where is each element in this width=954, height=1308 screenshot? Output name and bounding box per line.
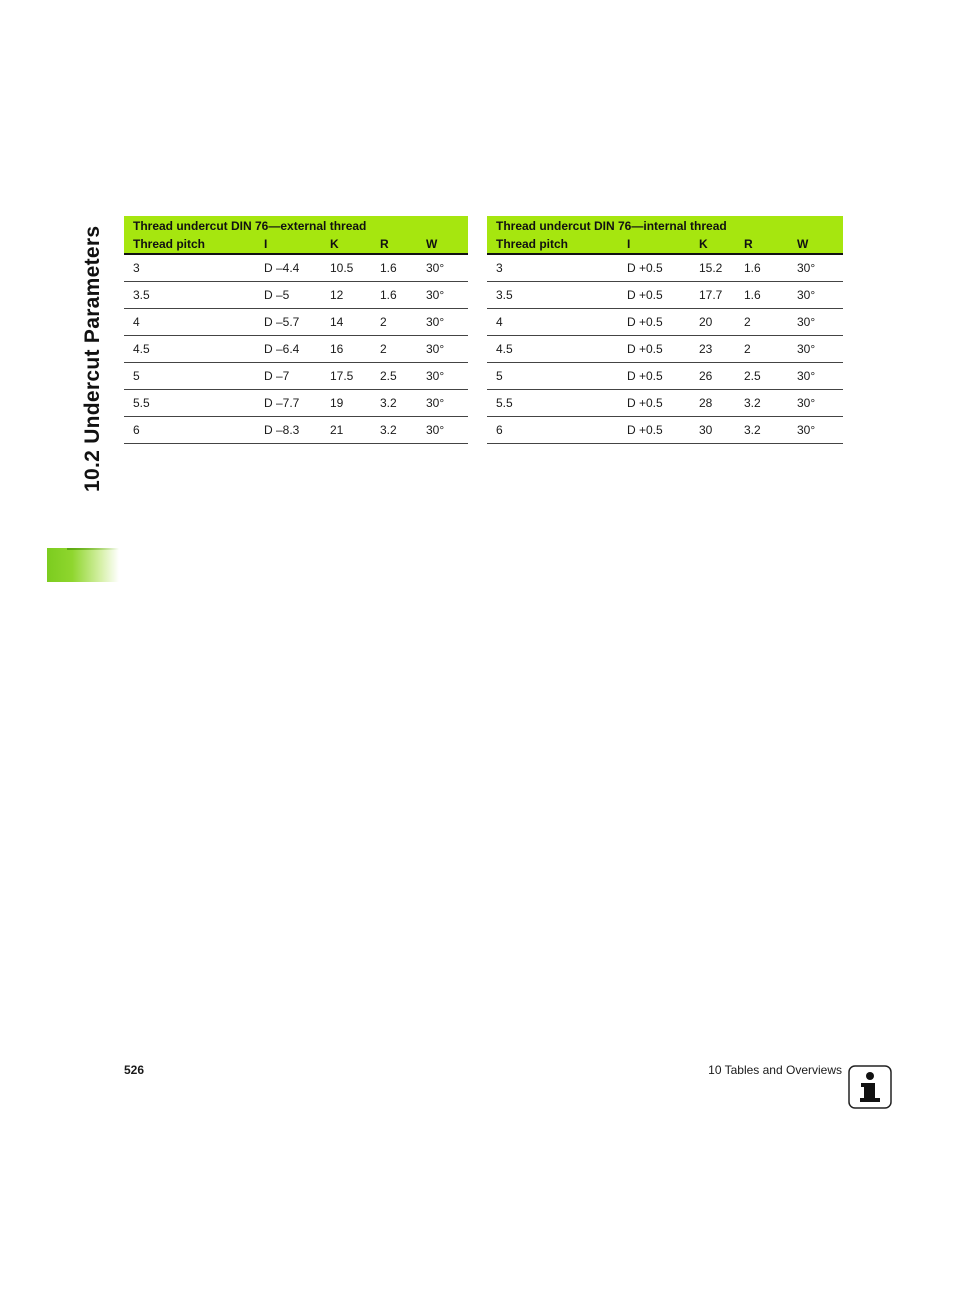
table-cell: 30° (788, 363, 843, 390)
table-cell: D –7 (255, 363, 321, 390)
table-row (124, 336, 468, 363)
table-row (124, 254, 468, 282)
internal-thread-table (487, 216, 843, 444)
table-cell: 4 (487, 309, 618, 336)
table-cell: D +0.5 (618, 336, 690, 363)
chapter-title: 10 Tables and Overviews (708, 1063, 842, 1077)
table-cell: 1.6 (371, 282, 417, 309)
table-cell: 14 (321, 309, 371, 336)
table-cell: 26 (690, 363, 735, 390)
page-number: 526 (124, 1063, 145, 1077)
table-row (124, 417, 468, 444)
table-cell: 30° (417, 254, 468, 282)
table-cell: 15.2 (690, 254, 735, 282)
table-cell: D +0.5 (618, 309, 690, 336)
table-cell: 30° (417, 309, 468, 336)
table-row (124, 390, 468, 417)
table-cell: 4.5 (487, 336, 618, 363)
table-cell: 1.6 (371, 254, 417, 282)
column-header: R (735, 235, 788, 254)
table-cell: 30° (417, 390, 468, 417)
table-row (487, 282, 843, 309)
table-cell: 10.5 (321, 254, 371, 282)
table-row (487, 309, 843, 336)
table-cell: 30° (788, 417, 843, 444)
table-cell: 17.5 (321, 363, 371, 390)
table-cell: 3.5 (487, 282, 618, 309)
table-cell: 3.2 (371, 390, 417, 417)
table-cell: 1.6 (735, 282, 788, 309)
table-cell: 30 (690, 417, 735, 444)
table-row (487, 417, 843, 444)
table-cell: D +0.5 (618, 390, 690, 417)
table-cell: 21 (321, 417, 371, 444)
table-cell: 3 (487, 254, 618, 282)
table-cell: 30° (417, 282, 468, 309)
table-caption: Thread undercut DIN 76—internal thread (487, 216, 843, 235)
table-row (487, 254, 843, 282)
table-cell: D –7.7 (255, 390, 321, 417)
table-cell: 2 (735, 336, 788, 363)
table-cell: 30° (417, 417, 468, 444)
table-cell: 30° (788, 309, 843, 336)
table-cell: 6 (124, 417, 255, 444)
chapter-tab-marker (47, 548, 119, 582)
table-caption: Thread undercut DIN 76—external thread (124, 216, 468, 235)
table-cell: D +0.5 (618, 417, 690, 444)
table-cell: 5 (124, 363, 255, 390)
table-cell: 28 (690, 390, 735, 417)
table-row (487, 390, 843, 417)
table-row (487, 336, 843, 363)
table-cell: D +0.5 (618, 254, 690, 282)
column-header: Thread pitch (487, 235, 618, 254)
table-cell: 30° (788, 282, 843, 309)
section-title: 10.2 Undercut Parameters (81, 225, 104, 492)
table-cell: D –8.3 (255, 417, 321, 444)
column-header: W (788, 235, 843, 254)
table-cell: 1.6 (735, 254, 788, 282)
table-cell: 2 (735, 309, 788, 336)
table-cell: D +0.5 (618, 363, 690, 390)
table-cell: 30° (788, 336, 843, 363)
table-cell: 3.2 (735, 390, 788, 417)
table-cell: 3 (124, 254, 255, 282)
table-cell: 2.5 (371, 363, 417, 390)
table-cell: D –5.7 (255, 309, 321, 336)
table-cell: 30° (417, 363, 468, 390)
column-header: I (255, 235, 321, 254)
table-cell: 30° (788, 390, 843, 417)
table-cell: 17.7 (690, 282, 735, 309)
info-icon[interactable] (848, 1065, 892, 1109)
table-cell: 2.5 (735, 363, 788, 390)
external-thread-table (124, 216, 468, 444)
table-row (124, 309, 468, 336)
table-cell: 12 (321, 282, 371, 309)
table-cell: 4 (124, 309, 255, 336)
table-cell: 3.2 (371, 417, 417, 444)
table-cell: 30° (417, 336, 468, 363)
table-row (487, 363, 843, 390)
table-cell: 16 (321, 336, 371, 363)
table-cell: 5.5 (124, 390, 255, 417)
table-row (124, 363, 468, 390)
table-cell: D –6.4 (255, 336, 321, 363)
column-header: R (371, 235, 417, 254)
table-cell: D +0.5 (618, 282, 690, 309)
table-cell: 5.5 (487, 390, 618, 417)
table-cell: 3.5 (124, 282, 255, 309)
table-cell: 20 (690, 309, 735, 336)
column-header: I (618, 235, 690, 254)
table-cell: 4.5 (124, 336, 255, 363)
column-header: W (417, 235, 468, 254)
table-cell: 23 (690, 336, 735, 363)
table-cell: 30° (788, 254, 843, 282)
table-cell: 6 (487, 417, 618, 444)
table-row (124, 282, 468, 309)
table-cell: 19 (321, 390, 371, 417)
column-header: K (321, 235, 371, 254)
table-cell: 2 (371, 309, 417, 336)
table-cell: 5 (487, 363, 618, 390)
table-cell: D –5 (255, 282, 321, 309)
column-header: K (690, 235, 735, 254)
table-cell: D –4.4 (255, 254, 321, 282)
table-cell: 2 (371, 336, 417, 363)
column-header: Thread pitch (124, 235, 255, 254)
table-cell: 3.2 (735, 417, 788, 444)
info-icon-graphic (848, 1065, 892, 1109)
